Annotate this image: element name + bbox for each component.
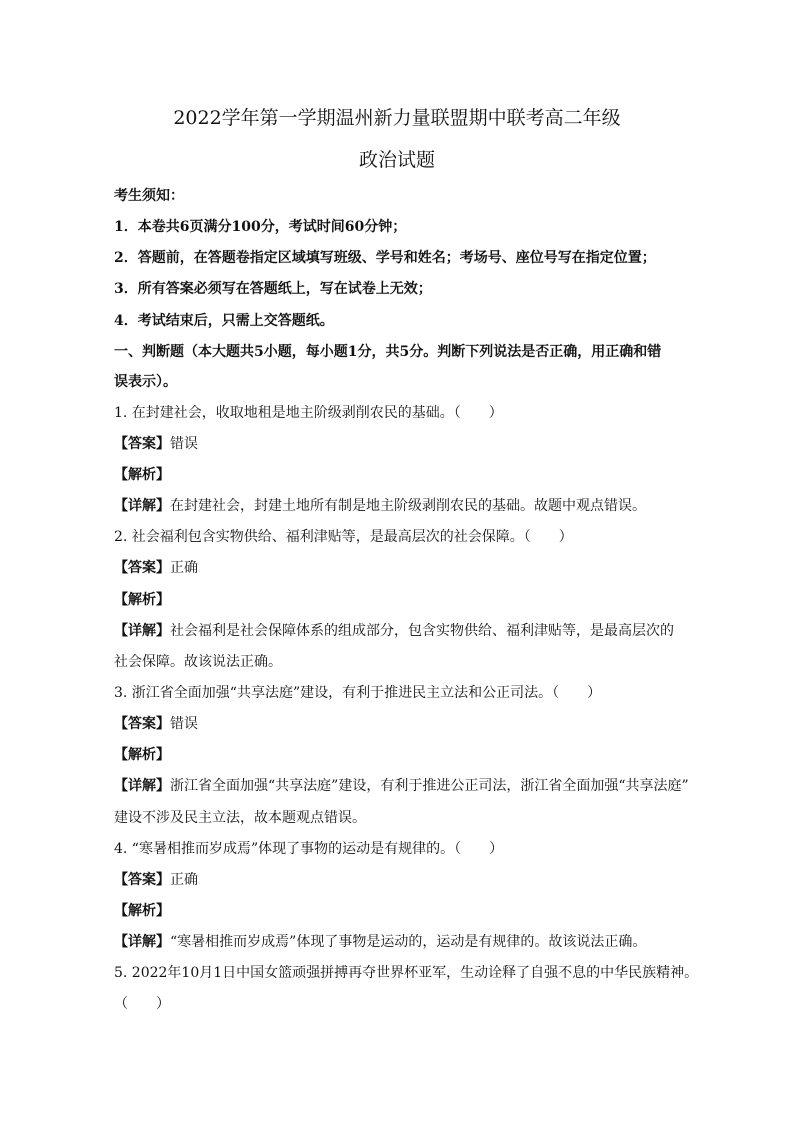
detail-row-1 <box>114 496 646 516</box>
notice-item-2: 2．答题前，在答题卷指定区域填写班级、学号和姓名；考场号、座位号写在指定位置； <box>114 250 656 266</box>
detail-row-4 <box>114 932 646 952</box>
section-heading-line-2: 误表示）。 <box>114 374 177 390</box>
question-5-cont: （ ） <box>114 996 170 1012</box>
analysis-label-2: 【解析】 <box>114 592 170 608</box>
notice-item-3: 3．所有答案必须写在答题纸上，写在试卷上无效； <box>114 281 432 297</box>
notice-item-1: 1．本卷共6页满分100分，考试时间60分钟； <box>114 219 407 235</box>
answer-row-1 <box>114 434 198 454</box>
question-1: 1. 在封建社会，收取地租是地主阶级剥削农民的基础。（ ） <box>114 405 503 421</box>
detail-label: 【详解】 <box>114 934 170 950</box>
answer-value: 错误 <box>170 436 198 452</box>
answer-label: 【答案】 <box>114 560 170 576</box>
answer-row-4 <box>114 870 198 890</box>
detail-label: 【详解】 <box>114 498 170 514</box>
answer-label: 【答案】 <box>114 872 170 888</box>
answer-label: 【答案】 <box>114 716 170 732</box>
answer-value: 正确 <box>170 872 198 888</box>
answer-row-2 <box>114 558 198 578</box>
detail-row-2 <box>114 621 674 641</box>
section-heading-line-1: 一、判断题（本大题共5小题，每小题1分，共5分。判断下列说法是否正确，用正确和错 <box>114 344 662 360</box>
detail-label: 【详解】 <box>114 778 170 794</box>
answer-value: 正确 <box>170 560 198 576</box>
detail-row-2-cont: 社会保障。故该说法正确。 <box>114 654 282 670</box>
detail-row-3 <box>114 776 689 796</box>
exam-subtitle: 政治试题 <box>358 149 435 171</box>
notice-item-4: 4．考试结束后，只需上交答题纸。 <box>114 313 334 329</box>
analysis-label-3: 【解析】 <box>114 747 170 763</box>
detail-row-3-cont: 建设不涉及民主立法，故本题观点错误。 <box>114 810 366 826</box>
question-3: 3. 浙江省全面加强“共享法庭”建设，有利于推进民主立法和公正司法。（ ） <box>114 685 602 701</box>
detail-text: “寒暑相推而岁成焉”体现了事物是运动的，运动是有规律的。故该说法正确。 <box>170 934 647 950</box>
answer-value: 错误 <box>170 716 198 732</box>
question-2: 2. 社会福利包含实物供给、福利津贴等，是最高层次的社会保障。（ ） <box>114 529 573 545</box>
answer-row-3 <box>114 714 198 734</box>
answer-label: 【答案】 <box>114 436 170 452</box>
analysis-label-4: 【解析】 <box>114 903 170 919</box>
detail-text: 在封建社会，封建土地所有制是地主阶级剥削农民的基础。故题中观点错误。 <box>170 498 646 514</box>
notice-heading: 考生须知： <box>114 188 184 204</box>
question-4: 4. “寒暑相推而岁成焉”体现了事物的运动是有规律的。（ ） <box>114 841 504 857</box>
detail-text: 社会福利是社会保障体系的组成部分，包含实物供给、福利津贴等，是最高层次的 <box>170 623 674 639</box>
question-5: 5. 2022年10月1日中国女篮顽强拼搏再夺世界杯亚军，生动诠释了自强不息的中华民族精神。 <box>114 965 699 981</box>
detail-label: 【详解】 <box>114 623 170 639</box>
detail-text: 浙江省全面加强“共享法庭”建设，有利于推进公正司法，浙江省全面加强“共享法庭” <box>170 778 689 794</box>
analysis-label-1: 【解析】 <box>114 467 170 483</box>
exam-title: 2022学年第一学期温州新力量联盟期中联考高二年级 <box>173 107 621 129</box>
